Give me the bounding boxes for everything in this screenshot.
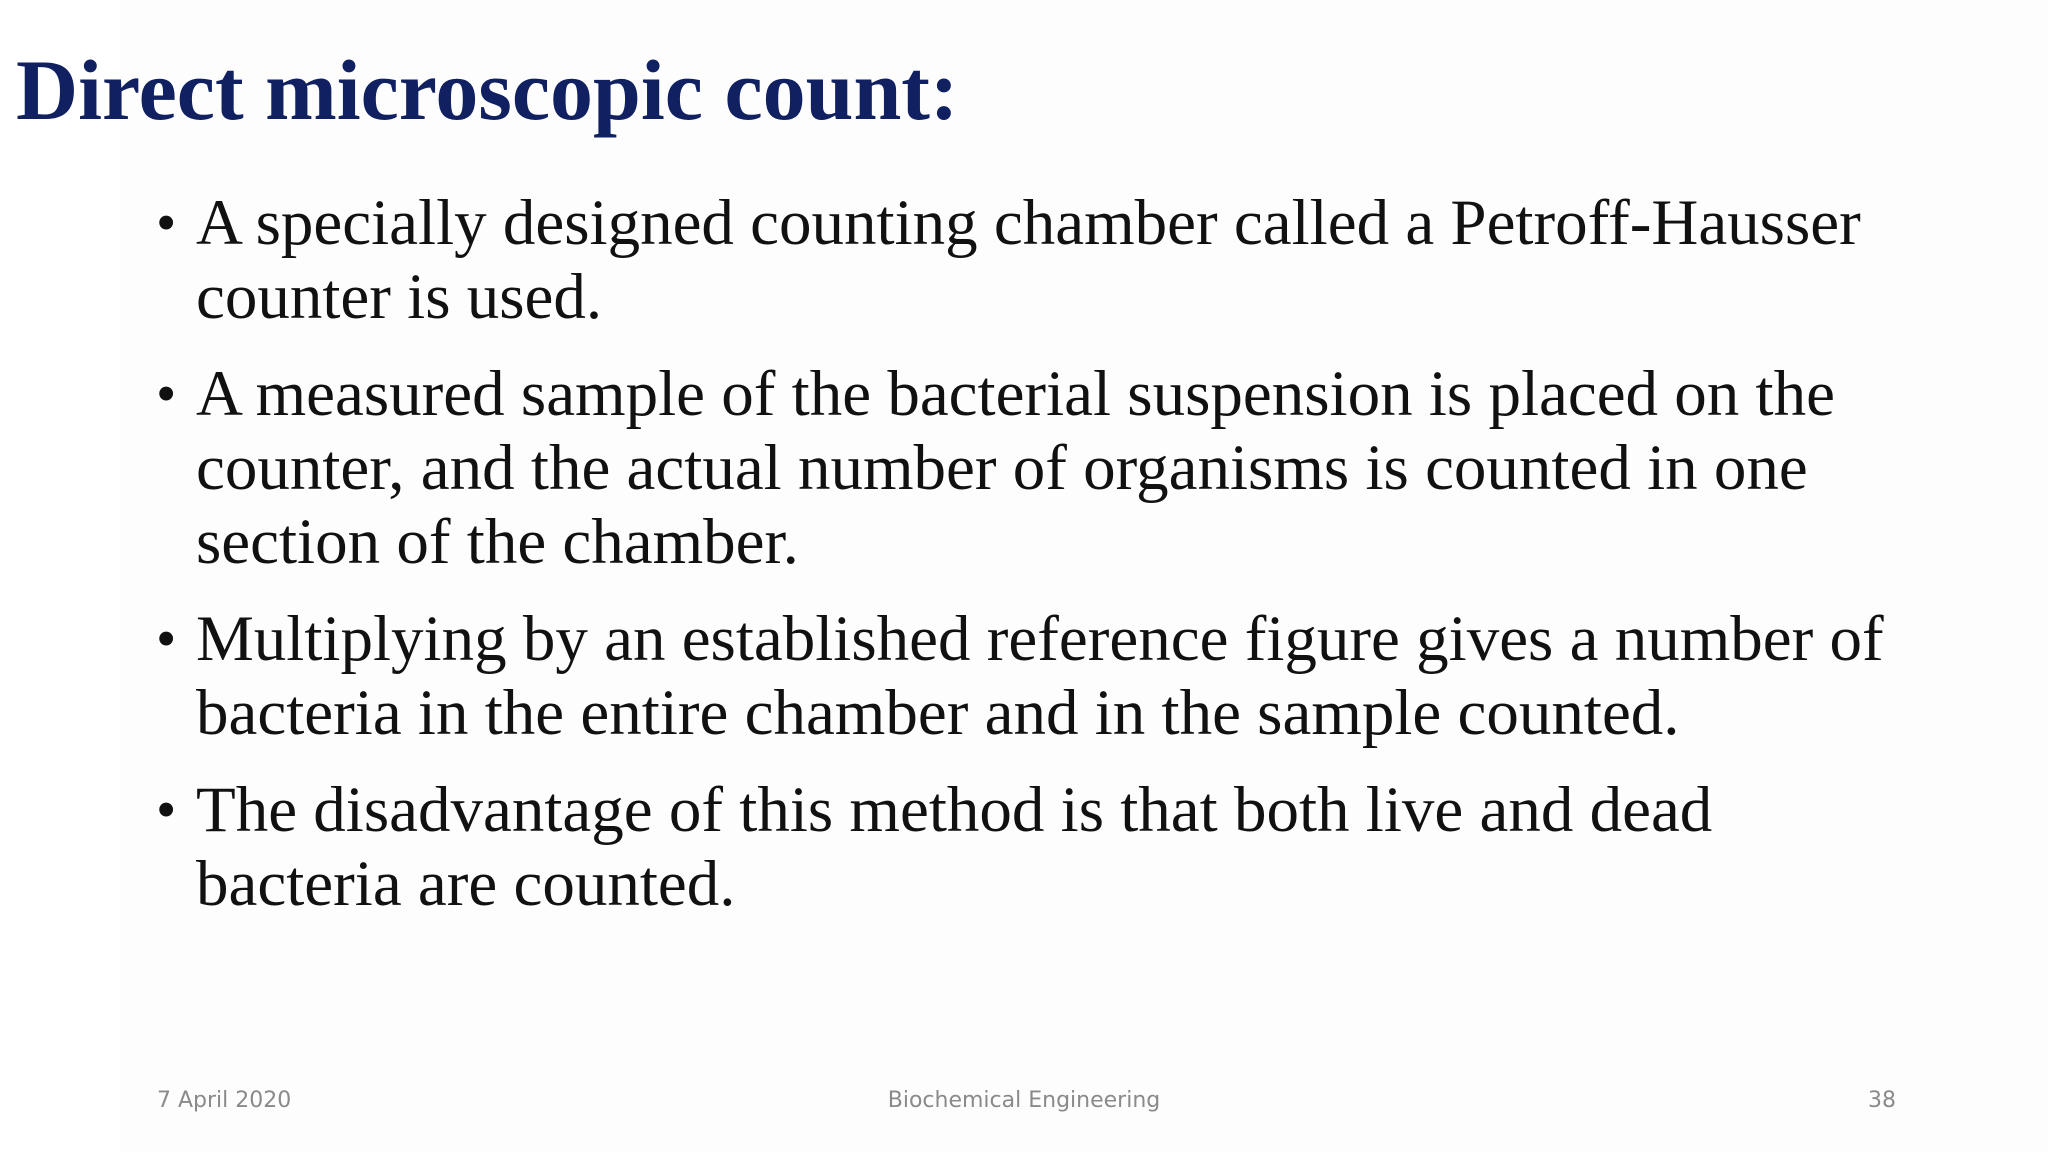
bullet-item: [156, 186, 1916, 334]
bullet-dot-icon: •: [156, 361, 177, 426]
footer-course-name: Biochemical Engineering: [887, 1088, 1161, 1113]
bullet-text: The disadvantage of this method is that both live and dead bacteria are counted.: [196, 774, 1713, 920]
slide-page-number: 38: [1868, 1088, 1896, 1113]
bullet-text: A specially designed counting chamber called a Petroff-Hausser counter is used.: [196, 187, 1861, 333]
bullet-dot-icon: •: [156, 606, 177, 671]
slide-title: Direct microscopic count:: [16, 42, 959, 138]
bullet-list: [156, 186, 1916, 944]
bullet-text: Multiplying by an established reference figure gives a number of bacteria in the entire chamber and in the sample counted.: [196, 603, 1884, 749]
bullet-dot-icon: •: [156, 190, 177, 255]
bullet-text: A measured sample of the bacterial suspension is placed on the counter, and the actual number of organisms is counted in one section of the chamber.: [196, 358, 1835, 578]
bullet-item: [156, 773, 1916, 921]
footer-date: 7 April 2020: [157, 1088, 292, 1113]
bullet-dot-icon: •: [156, 777, 177, 842]
bullet-item: [156, 357, 1916, 579]
bullet-item: [156, 602, 1916, 750]
